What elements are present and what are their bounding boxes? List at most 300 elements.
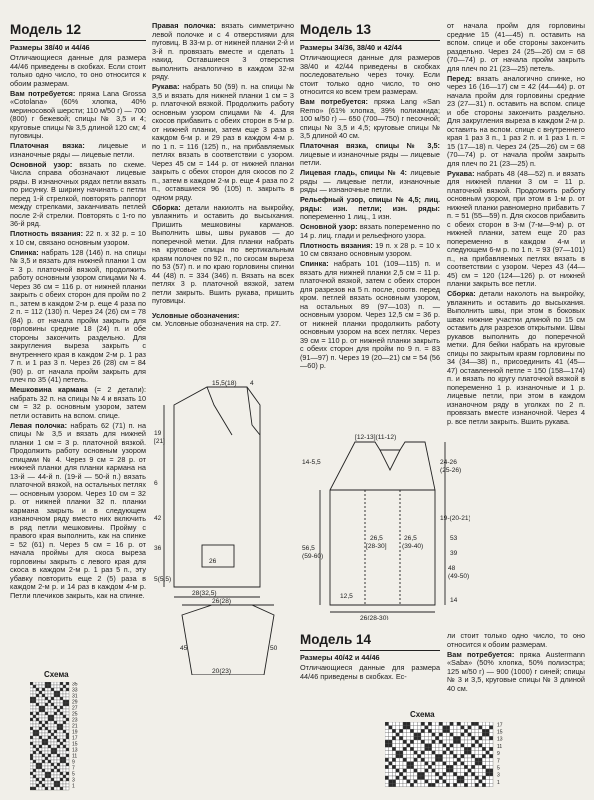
model-13-sleeves-head: Рукава:	[447, 168, 475, 178]
scheme-cell	[457, 744, 461, 748]
scheme-cell	[482, 765, 486, 769]
scheme-cell	[414, 736, 418, 740]
scheme-cell	[30, 721, 33, 724]
dim-left-label-4: 42	[154, 515, 162, 522]
scheme-cell	[60, 742, 63, 745]
scheme-cell	[450, 733, 454, 737]
scheme-cell	[385, 733, 389, 737]
scheme-cell	[457, 772, 461, 776]
scheme-cell	[471, 740, 475, 744]
scheme-cell	[425, 729, 429, 733]
scheme-cell	[443, 722, 447, 726]
scheme-cell	[428, 736, 432, 740]
scheme-cell	[435, 722, 439, 726]
scheme-cell	[30, 739, 33, 742]
scheme-cell	[486, 754, 490, 758]
scheme-cell	[39, 694, 42, 697]
scheme-cell	[63, 733, 66, 736]
model-13-main: вязать попеременно по 14 р. лиц. глади и рельефного узора.	[300, 222, 441, 240]
scheme-cell	[42, 700, 45, 703]
scheme-cell	[417, 762, 421, 766]
scheme-cell	[410, 776, 414, 780]
scheme-cell	[42, 688, 45, 691]
scheme-cell	[51, 781, 54, 784]
scheme-cell	[66, 775, 69, 778]
scheme-cell	[389, 740, 393, 744]
scheme-cell	[407, 740, 411, 744]
scheme-cell	[468, 744, 472, 748]
scheme-cell	[45, 742, 48, 745]
scheme-cell	[36, 778, 39, 781]
pocket-outline	[202, 545, 234, 567]
scheme-cell	[33, 721, 36, 724]
scheme-cell	[63, 760, 66, 763]
scheme-cell	[489, 722, 493, 726]
scheme-cell	[57, 694, 60, 697]
scheme-cell	[471, 754, 475, 758]
scheme-cell	[414, 769, 418, 773]
scheme-cell	[54, 775, 57, 778]
scheme-cell	[51, 718, 54, 721]
scheme-cell	[57, 724, 60, 727]
scheme-cell	[42, 754, 45, 757]
scheme-cell	[30, 787, 33, 790]
scheme-cell	[414, 726, 418, 730]
scheme-row-label: 17	[72, 735, 78, 742]
model-13-back: набрать 101 (109—115) п. и вязать для нижней планки 2,5 см = 11 р. платочной вязкой, затем с обеих сторон для разрезов на 5 п. после, соотв. перед кром. петлей вязать основным узором, на остальных 89 (97—103) п. — основным узором. Через 12,5 см = 36 р. от нижней планки продолжить работу основным узором на всех петлях. Через 39 см = 110 р. от нижней планки закрыть с обеих сторон для пройм по 9 п. = 83 (91—97) п. Через 19 (20—21) см = 54 (56—60) р.	[300, 259, 441, 370]
scheme-cell	[36, 688, 39, 691]
scheme-cell	[471, 747, 475, 751]
scheme-cell	[475, 769, 479, 773]
scheme-cell	[446, 780, 450, 784]
scheme-cell	[421, 758, 425, 762]
scheme-cell	[42, 727, 45, 730]
scheme-cell	[51, 772, 54, 775]
scheme-cell	[443, 726, 447, 730]
scheme-cell	[471, 769, 475, 773]
scheme-cell	[439, 762, 443, 766]
scheme-cell	[30, 766, 33, 769]
scheme-cell	[392, 744, 396, 748]
scheme-cell	[428, 783, 432, 787]
model-13-title: Модель 13	[300, 22, 372, 37]
scheme-cell	[36, 691, 39, 694]
scheme-cell	[457, 751, 461, 755]
scheme-cell	[36, 730, 39, 733]
scheme-cell	[389, 780, 393, 784]
scheme-cell	[66, 751, 69, 754]
scheme-cell	[66, 763, 69, 766]
scheme-cell	[479, 758, 483, 762]
scheme-cell	[51, 787, 54, 790]
scheme-cell	[479, 736, 483, 740]
scheme-cell	[486, 769, 490, 773]
scheme-cell	[417, 729, 421, 733]
scheme-cell	[39, 763, 42, 766]
scheme-cell	[48, 739, 51, 742]
scheme-cell	[36, 757, 39, 760]
scheme-cell	[425, 754, 429, 758]
scheme-cell	[36, 766, 39, 769]
scheme-row-label: 13	[72, 747, 78, 754]
scheme-cell	[63, 691, 66, 694]
scheme-cell	[443, 769, 447, 773]
scheme-cell	[392, 758, 396, 762]
scheme-cell	[39, 787, 42, 790]
scheme-cell	[443, 733, 447, 737]
scheme-cell	[45, 697, 48, 700]
scheme-cell	[48, 736, 51, 739]
scheme-cell	[486, 740, 490, 744]
scheme-cell	[479, 729, 483, 733]
scheme-cell	[468, 776, 472, 780]
scheme-cell	[453, 733, 457, 737]
scheme-cell	[45, 685, 48, 688]
scheme-row-label: 3	[72, 777, 75, 784]
scheme-cell	[450, 762, 454, 766]
scheme-cell	[30, 748, 33, 751]
scheme-cell	[60, 748, 63, 751]
scheme-cell	[414, 776, 418, 780]
scheme-cell	[36, 718, 39, 721]
scheme-cell	[486, 744, 490, 748]
scheme-cell	[471, 722, 475, 726]
scheme-cell	[392, 769, 396, 773]
model-13-materials: пряжа Lang «San Remo» (61% хлопка, 39% полиамида; 100 м/50 г) — 650 (700—750) г песочной; спицы № 3,5 и 4,5; круговые спицы № 3,5 длиной 40 см.	[300, 97, 440, 140]
scheme-cell	[30, 712, 33, 715]
scheme-cell	[30, 745, 33, 748]
scheme-cell	[446, 758, 450, 762]
model-12-gauge: 22 п. x 32 р. = 10 x 10 см, связано основным узором.	[10, 229, 146, 247]
scheme-cell	[30, 757, 33, 760]
scheme-cell	[443, 754, 447, 758]
scheme-cell	[51, 739, 54, 742]
scheme-cell	[479, 754, 483, 758]
scheme-cell	[39, 721, 42, 724]
scheme-cell	[36, 754, 39, 757]
dim-m13-mid-3: 26,5	[404, 535, 417, 542]
scheme-cell	[450, 780, 454, 784]
scheme-cell	[36, 763, 39, 766]
scheme-cell	[403, 726, 407, 730]
model-12-rule	[10, 40, 146, 41]
scheme-cell	[66, 715, 69, 718]
scheme-cell	[399, 769, 403, 773]
scheme-cell	[435, 733, 439, 737]
scheme-cell	[60, 754, 63, 757]
scheme-cell	[410, 769, 414, 773]
scheme-cell	[60, 763, 63, 766]
scheme-cell	[57, 784, 60, 787]
scheme-cell	[486, 758, 490, 762]
scheme-row-label: 15	[497, 729, 503, 736]
scheme-cell	[421, 762, 425, 766]
scheme-cell	[443, 776, 447, 780]
model-12-schematic	[152, 375, 302, 675]
scheme-cell	[48, 730, 51, 733]
scheme-cell	[450, 744, 454, 748]
scheme-cell	[432, 729, 436, 733]
scheme-cell	[399, 740, 403, 744]
scheme-cell	[45, 715, 48, 718]
scheme-cell	[36, 781, 39, 784]
scheme-row-label: 19	[72, 729, 78, 736]
scheme-cell	[425, 726, 429, 730]
scheme-cell	[450, 772, 454, 776]
model-14-col2: ли стоит только одно число, то оно относится к обоим размерам.	[447, 631, 585, 649]
scheme-cell	[425, 740, 429, 744]
scheme-cell	[464, 722, 468, 726]
scheme-cell	[45, 718, 48, 721]
scheme-cell	[475, 762, 479, 766]
scheme-cell	[39, 772, 42, 775]
scheme-cell	[54, 772, 57, 775]
scheme-cell	[439, 744, 443, 748]
scheme-cell	[450, 783, 454, 787]
scheme-cell	[403, 722, 407, 726]
scheme-cell	[471, 765, 475, 769]
scheme-cell	[392, 729, 396, 733]
scheme-cell	[51, 706, 54, 709]
scheme-cell	[30, 733, 33, 736]
scheme-cell	[36, 706, 39, 709]
scheme-cell	[54, 733, 57, 736]
model-12-pocket: (= 2 детали): набрать 32 п. на спицы № 4 и вязать 10 см = 32 р. основным узором, затем петли оставить на вспом. спице.	[10, 385, 146, 420]
scheme-cell	[428, 754, 432, 758]
scheme-row-label: 5	[497, 765, 500, 772]
scheme-cell	[410, 765, 414, 769]
scheme-cell	[486, 722, 490, 726]
scheme-cell	[54, 691, 57, 694]
scheme-cell	[45, 745, 48, 748]
scheme-cell	[60, 682, 63, 685]
scheme-cell	[428, 726, 432, 730]
scheme-row-label: 7	[497, 758, 500, 765]
model-13-stockinette: лицевые ряды — лицевые петли, изнаночные ряды — изнаночные петли.	[300, 168, 440, 194]
scheme-cell	[453, 769, 457, 773]
dim-m13-right-7: (49-50)	[448, 573, 470, 580]
scheme-cell	[54, 721, 57, 724]
scheme-cell	[66, 739, 69, 742]
scheme-cell	[489, 769, 493, 773]
scheme-cell	[57, 754, 60, 757]
scheme-cell	[453, 776, 457, 780]
scheme-cell	[33, 787, 36, 790]
scheme-cell	[36, 784, 39, 787]
dim-m13-right-8: 14	[450, 597, 458, 604]
scheme-cell	[453, 754, 457, 758]
scheme-cell	[33, 715, 36, 718]
scheme-cell	[54, 724, 57, 727]
scheme-cell	[482, 733, 486, 737]
scheme-cell	[453, 762, 457, 766]
scheme-cell	[45, 748, 48, 751]
scheme-cell	[42, 709, 45, 712]
scheme-cell	[468, 722, 472, 726]
scheme-cell	[450, 747, 454, 751]
scheme-cell	[468, 729, 472, 733]
scheme-cell	[57, 712, 60, 715]
scheme-cell	[54, 694, 57, 697]
dim-m13-right-2: (25-26)	[440, 467, 462, 474]
scheme-row-label: 11	[497, 743, 503, 750]
scheme-cell	[443, 762, 447, 766]
scheme-cell	[421, 740, 425, 744]
model-12-schematic-svg	[152, 375, 302, 675]
scheme-cell	[389, 762, 393, 766]
scheme-cell	[464, 747, 468, 751]
scheme-cell	[54, 745, 57, 748]
scheme-cell	[468, 772, 472, 776]
scheme-cell	[435, 736, 439, 740]
scheme-cell	[479, 747, 483, 751]
scheme-cell	[443, 744, 447, 748]
scheme-cell	[45, 733, 48, 736]
scheme-cell	[461, 722, 465, 726]
scheme-cell	[403, 740, 407, 744]
scheme-cell	[45, 706, 48, 709]
scheme-cell	[39, 706, 42, 709]
scheme-cell	[482, 740, 486, 744]
scheme-cell	[33, 781, 36, 784]
scheme-cell	[54, 754, 57, 757]
scheme-cell	[432, 740, 436, 744]
scheme-cell	[453, 740, 457, 744]
scheme-cell	[39, 718, 42, 721]
scheme-cell	[446, 744, 450, 748]
scheme-cell	[389, 769, 393, 773]
scheme-cell	[399, 758, 403, 762]
scheme-cell	[66, 736, 69, 739]
scheme-cell	[30, 769, 33, 772]
scheme-cell	[39, 730, 42, 733]
scheme-cell	[425, 733, 429, 737]
scheme-cell	[450, 726, 454, 730]
scheme-cell	[471, 733, 475, 737]
scheme-cell	[403, 765, 407, 769]
scheme-cell	[54, 748, 57, 751]
scheme-cell	[63, 757, 66, 760]
scheme-cell	[414, 729, 418, 733]
scheme-cell	[63, 754, 66, 757]
scheme-cell	[428, 722, 432, 726]
scheme-cell	[392, 736, 396, 740]
scheme-cell	[45, 778, 48, 781]
scheme-cell	[63, 724, 66, 727]
scheme-cell	[464, 758, 468, 762]
scheme-cell	[48, 745, 51, 748]
scheme-cell	[45, 730, 48, 733]
scheme-cell	[54, 709, 57, 712]
scheme-cell	[63, 682, 66, 685]
scheme-cell	[36, 694, 39, 697]
scheme-cell	[486, 762, 490, 766]
scheme-cell	[414, 744, 418, 748]
scheme-cell	[450, 722, 454, 726]
scheme-cell	[443, 729, 447, 733]
scheme-cell	[443, 758, 447, 762]
scheme-cell	[51, 724, 54, 727]
scheme-cell	[396, 751, 400, 755]
scheme-cell	[403, 783, 407, 787]
scheme-cell	[42, 742, 45, 745]
scheme-cell	[60, 694, 63, 697]
scheme-cell	[479, 776, 483, 780]
scheme-cell	[48, 721, 51, 724]
scheme-cell	[435, 776, 439, 780]
model-12-scheme-title: Схема	[44, 670, 69, 679]
scheme-cell	[414, 772, 418, 776]
scheme-cell	[42, 718, 45, 721]
scheme-cell	[389, 747, 393, 751]
scheme-cell	[417, 780, 421, 784]
scheme-cell	[486, 751, 490, 755]
scheme-cell	[450, 765, 454, 769]
scheme-cell	[60, 715, 63, 718]
scheme-cell	[30, 691, 33, 694]
scheme-cell	[66, 766, 69, 769]
scheme-cell	[475, 751, 479, 755]
model-12-back: набрать 128 (146) п. на спицы № 3,5 и вязать для нижней планки 1 см = 3 р. платочной вязкой, продолжить работу основным узором спицами № 4. Через 36 см = 116 р. от нижней планки закрыть с обеих сторон для пройм по 2 п., затем в каждом 2-м р. еще 4 раза по 2 п. = 112 (130) п. Через 24 (26) см = 78 (84) р. от начала пройм закрыть для горловины средние 18 (24) п. и обе стороны закончить раздельно. Для закругления выреза закрыть с внутреннего края в каждом 2-м р. 1 раз 7 п. и 1 раз 3 п. Через 26 (28) см = 84 (90) р. от начала пройм закрыть для плеч по 35 (41) петель.	[10, 247, 146, 384]
scheme-cell	[39, 688, 42, 691]
scheme-cell	[36, 760, 39, 763]
scheme-cell	[471, 783, 475, 787]
scheme-cell	[425, 744, 429, 748]
scheme-cell	[57, 739, 60, 742]
scheme-cell	[51, 766, 54, 769]
scheme-cell	[60, 724, 63, 727]
scheme-cell	[421, 747, 425, 751]
scheme-cell	[439, 758, 443, 762]
scheme-cell	[60, 739, 63, 742]
model-14-intro: Отличающиеся данные для размера 44/46 приведены в скобках. Ес-	[300, 663, 440, 681]
scheme-cell	[396, 740, 400, 744]
scheme-cell	[389, 754, 393, 758]
scheme-cell	[486, 772, 490, 776]
scheme-cell	[421, 772, 425, 776]
scheme-cell	[45, 691, 48, 694]
dim-m13-mid2: 12,5	[340, 593, 353, 600]
scheme-cell	[410, 758, 414, 762]
scheme-cell	[389, 744, 393, 748]
scheme-cell	[417, 772, 421, 776]
scheme-cell	[399, 747, 403, 751]
scheme-cell	[446, 736, 450, 740]
scheme-cell	[33, 709, 36, 712]
scheme-cell	[482, 736, 486, 740]
scheme-cell	[399, 765, 403, 769]
scheme-cell	[33, 706, 36, 709]
scheme-cell	[417, 726, 421, 730]
scheme-cell	[57, 700, 60, 703]
scheme-cell	[39, 712, 42, 715]
scheme-cell	[66, 769, 69, 772]
scheme-cell	[30, 754, 33, 757]
scheme-cell	[396, 733, 400, 737]
scheme-row-label: 23	[72, 717, 78, 724]
scheme-cell	[399, 744, 403, 748]
scheme-cell	[54, 712, 57, 715]
dim-m13-bottom: 26(28-30)	[360, 615, 389, 620]
scheme-cell	[33, 697, 36, 700]
dim-bottom-label-1: 28(32,5)	[192, 590, 217, 597]
scheme-cell	[66, 682, 69, 685]
scheme-cell	[439, 726, 443, 730]
scheme-cell	[54, 706, 57, 709]
scheme-cell	[403, 751, 407, 755]
scheme-cell	[428, 762, 432, 766]
scheme-cell	[60, 760, 63, 763]
